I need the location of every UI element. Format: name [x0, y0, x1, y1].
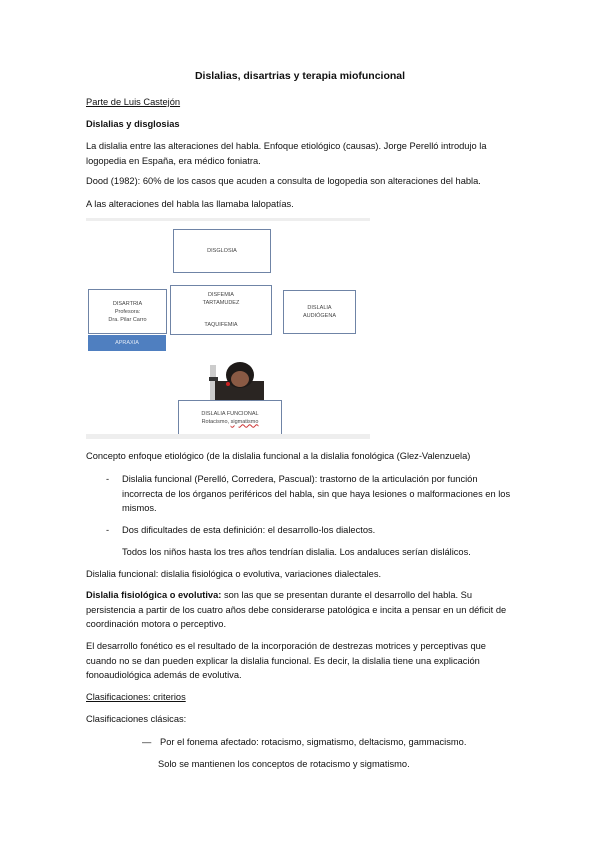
paragraph: Solo se mantienen los conceptos de rotacismo y sigmatismo. [158, 759, 410, 769]
paragraph: Dood (1982): 60% de los casos que acuden a consulta de logopedia son alteraciones del habla. [86, 176, 481, 186]
bullet-marker: - [106, 525, 110, 535]
box-apraxia: APRAXIA [88, 335, 166, 351]
paragraph: La dislalia entre las alteraciones del habla. Enfoque etiológico (causas). Jorge Perelló introdujo la logopedia en España, era médico foniatra. [86, 141, 487, 166]
box-dislalia-funcional [178, 400, 282, 435]
label: Profesora: [114, 308, 141, 315]
document-title: Dislalias, disartrias y terapia miofuncional [194, 70, 406, 82]
child-photo [206, 355, 264, 401]
label: AUDIÓGENA [302, 313, 336, 319]
term: Dislalia fisiológica o evolutiva: [86, 590, 222, 600]
bullet-item: Dos dificultades de esta definición: el desarrollo-los dialectos. [122, 525, 376, 535]
box-disglosia [173, 229, 271, 273]
bullet-item: Dislalia funcional (Perelló, Corredera, Pascual): trastorno de la articulación por función incorrecta de los órganos periféricos del habla, sin que haya lesiones o malformaciones en los mismos. [122, 474, 511, 513]
definition: son las que se presentan durante el desarrollo del habla. Su persistencia a partir de los cuatro años debe considerarse patológica e incita a pensar en un déficit de coordinación motora o perceptivo. [86, 590, 507, 629]
section-author: Parte de Luis Castejón [86, 97, 181, 107]
classification-diagram [86, 218, 370, 440]
heading-clasificaciones: Clasificaciones: criterios [86, 692, 186, 702]
box-disartria [88, 289, 167, 334]
bullet-marker: - [106, 474, 110, 484]
label: DISGLOSIA [207, 248, 237, 254]
bullet-item: Por el fonema afectado: rotacismo, sigmatismo, deltacismo, gammacismo. [160, 737, 467, 747]
paragraph: A las alteraciones del habla las llamaba lalopatías. [86, 199, 294, 209]
label: sigmatismo [230, 418, 259, 425]
box-dislalia-audiogena [283, 290, 356, 334]
paragraph: El desarrollo fonético es el resultado de la incorporación de destrezas motrices y perceptivas que cuando no se dan pueden explicar la dislalia funcional. Es decir, la dislalia tiene una explicación fonoaudiológica además de evolutiva. [86, 641, 486, 680]
label: DISLALIA [307, 305, 332, 311]
label: DISARTRIA [112, 300, 143, 307]
box-disfemia [170, 285, 272, 335]
paragraph: Dislalia funcional: dislalia fisiológica o evolutiva, variaciones dialectales. [86, 569, 382, 579]
label: Rotacismo, [201, 418, 231, 425]
heading-dislalias: Dislalias y disglosias [86, 119, 180, 129]
paragraph [86, 588, 516, 632]
paragraph: Clasificaciones clásicas: [86, 714, 187, 724]
label: TARTAMUDEZ [202, 300, 240, 306]
label: Dra. Pilar Carro [108, 316, 147, 323]
bullet-marker: — [142, 737, 152, 747]
divider [86, 434, 370, 439]
label: DISLALIA FUNCIONAL [201, 410, 259, 417]
paragraph: Todos los niños hasta los tres años tendrían dislalia. Los andaluces serían dislálicos. [122, 547, 471, 557]
divider [86, 218, 370, 221]
paragraph: Concepto enfoque etiológico (de la dislalia funcional a la dislalia fonológica (Glez-Valenzuela) [86, 451, 471, 461]
label: TAQUIFEMIA [204, 322, 238, 328]
label: DISFEMIA [208, 292, 234, 298]
